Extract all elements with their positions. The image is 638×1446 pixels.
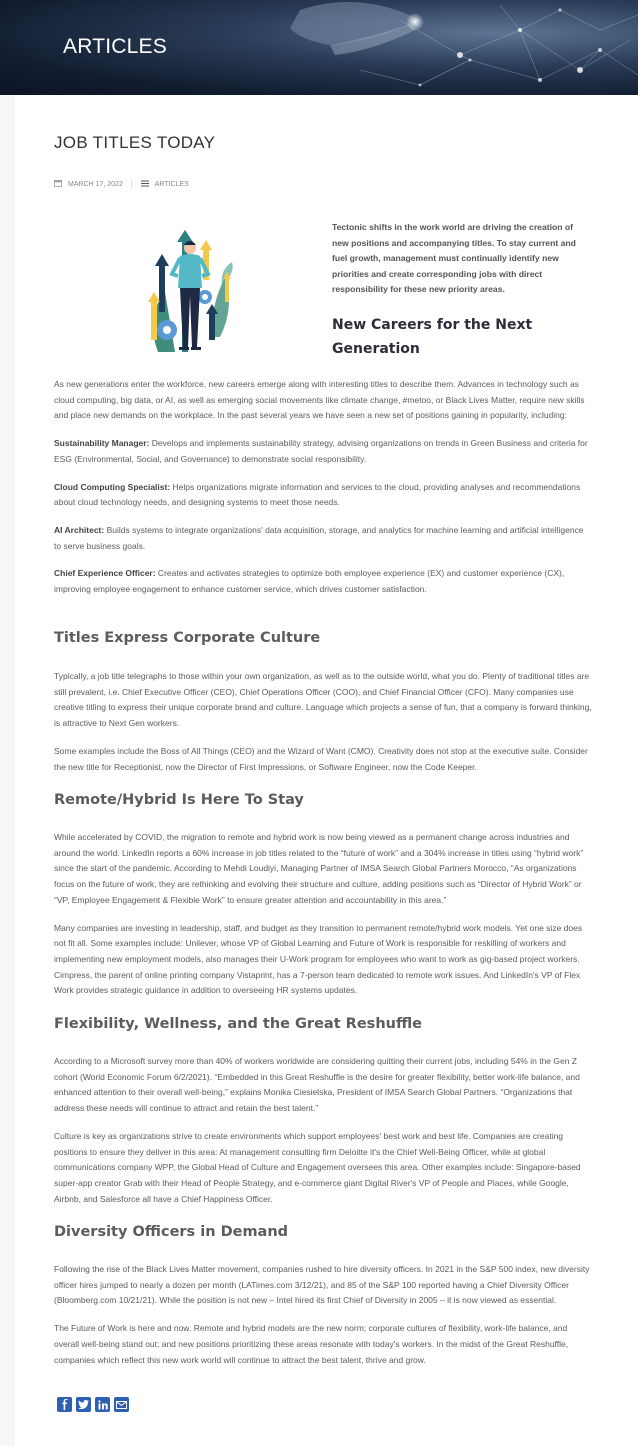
role-name: Cloud Computing Specialist: bbox=[54, 481, 171, 492]
culture-paragraph-2: Some examples include the Boss of All Things (CEO) and the Wizard of Want (CMO). Creativity does not stop at the executive suite. Consider the new title for Receptionist, now the Director of First Impressions, or Software Engineer, now the Code Keeper. bbox=[54, 745, 588, 772]
heading-diversity-officers: Diversity Officers in Demand bbox=[54, 1224, 289, 1240]
heading-new-careers: New Careers for the Next Generation bbox=[332, 317, 533, 357]
remote-paragraph-2: Many companies are investing in leadership, staff, and budget as they transition to permanent remote/hybrid work models. Yet one size does not fit all. Some examples include: Unilever, whose VP of Global Learning and Future of Work is responsible for reskilling of workers and implementing new employment models, also manages their U-Work program for employees who want to work as gig-based project workers. Cimpress, the parent of online printing company Vistaprint, has a 7-person team dedicated to remote work issues. And LinkedIn's VP of Flex Work provides strategic guidance in addition to overseeing HR systems updates. bbox=[54, 922, 583, 996]
role-name: AI Architect: bbox=[54, 524, 105, 535]
post-title: JOB TITLES TODAY bbox=[54, 133, 216, 152]
role-sustainability-manager bbox=[54, 436, 592, 467]
flexibility-paragraph-1: According to a Microsoft survey more than 40% of workers worldwide are considering quitting their current jobs, including 54% in the Gen Z cohort (World Economic Forum 6/2/2021). “Embedded in this Great Reshuffle is the desire for greater flexibility, better work-life balance, and enhanced attention to their overall well-being,” explains Monika Ciesielska, President of IMSA Search Global Partners. “Organizations that address these needs will continue to attract and retain the best talent.” bbox=[54, 1056, 580, 1114]
culture-paragraph-1: Typically, a job title telegraphs to those within your own organization, as well as to the outside world, what you do. Plenty of traditional titles are still prevalent, i.e. Chief Executive Officer (CEO), Chief Operations Officer (COO), and Chief Financial Officer (CFO). Many companies use creative titling to express their unique corporate brand and culture. Language which projects a sense of fun, that a company is forward thinking, is attractive to Next Gen workers. bbox=[54, 671, 592, 729]
header-banner bbox=[0, 0, 638, 95]
diversity-paragraph-1: Following the rise of the Black Lives Matter movement, companies rushed to hire diversity officers. In 2021 in the S&P 500 index, new diversity officer hires jumped to nearly a dozen per month (LATimes.com 3/12/21), and 85 of the S&P 100 reported having a Chief Diversity Officer (Bloomberg.com 10/21/21). While the position is not new – Intel hired its first Chief of Diversity in 2005 – it is now viewed as essential. bbox=[54, 1264, 590, 1306]
section-flexibility bbox=[54, 1054, 592, 1219]
email-icon[interactable] bbox=[114, 1397, 129, 1412]
role-name: Chief Experience Officer: bbox=[54, 568, 156, 579]
remote-paragraph-1: While accelerated by COVID, the migration to remote and hybrid work is now being viewed as a permanent change across industries and around the world. LinkedIn reports a 60% increase in job titles related to the “future of work” and a 304% increase in titles using “hybrid work” since the start of the pandemic. According to Mehdi Loudiyi, Managing Partner of IMSA Search Global Partners Morocco, “As organizations focus on the future of work, they are rethinking and evolving their structure and culture, adding positions such as “Director of Hybrid Work” or “VP, Employee Engagement & Flexible Work” to ensure greater attention and accountability in this area.” bbox=[54, 832, 584, 905]
role-description: Helps organizations migrate information and services to the cloud, providing analyses and recommendations about cloud technology needs, and designing systems to meet those needs. bbox=[54, 481, 581, 508]
role-ai-architect bbox=[54, 523, 592, 554]
flexibility-paragraph-2: Culture is key as organizations strive to create environments which support employees' best work and best life. Companies are creating positions to ensure they deliver in this area: At management consulting firm Deloitte it's the Chief Well-Being Officer, while at global communications company WPP, the Global Head of Culture and Engagement oversees this area. Other examples include: Singapore-based super-app creator Grab with their Head of People Strategy, and e-commerce giant Digital River's VP of People and Places, while Google, Airbnb, and Salesforce all have a Chief Happiness Officer. bbox=[54, 1130, 581, 1204]
twitter-icon[interactable] bbox=[76, 1397, 91, 1412]
heading-remote-hybrid: Remote/Hybrid Is Here To Stay bbox=[54, 792, 304, 808]
linkedin-icon[interactable] bbox=[95, 1397, 110, 1412]
diversity-paragraph-2: The Future of Work is here and now. Remote and hybrid models are the new norm; corporate cultures of flexibility, work-life balance, and overall well-being stand out; and new positions prioritizing these areas resonate with today's workers. In the midst of the Great Reshuffle, companies which reflect this new work world will continue to attract the best talent, thrive and grow. bbox=[54, 1323, 569, 1365]
new-careers-paragraph: As new generations enter the workforce, new careers emerge along with interesting titles to describe them. Advances in technology such as cloud computing, big data, or AI, as well as emerging social movements like climate change, #metoo, or Black Lives Matter, require new skills and place new demands on the workplace. In the past several years we have seen a new set of positions gaining in popularity, including: bbox=[54, 379, 585, 421]
section-diversity bbox=[54, 1262, 592, 1380]
role-description: Creates and activates strategies to optimize both employee experience (EX) and customer experience (CX), improving employee engagement to enhance customer service, which drives customer satisfaction. bbox=[54, 568, 565, 595]
share-buttons bbox=[57, 1397, 129, 1412]
banner-title: ARTICLES bbox=[63, 35, 167, 58]
facebook-icon[interactable] bbox=[57, 1397, 72, 1412]
heading-flexibility-wellness: Flexibility, Wellness, and the Great Reshuffle bbox=[54, 1016, 422, 1032]
section-new-careers bbox=[54, 377, 592, 610]
role-cloud-computing-specialist bbox=[54, 480, 592, 511]
role-name: Sustainability Manager: bbox=[54, 438, 150, 449]
post-meta bbox=[54, 179, 189, 189]
post-category-link[interactable]: ARTICLES bbox=[154, 180, 189, 188]
category-list-icon bbox=[141, 180, 149, 189]
role-description: Builds systems to integrate organizations' data acquisition, storage, and analytics for machine learning and artificial intelligence to serve business goals. bbox=[54, 524, 584, 551]
post-date: MARCH 17, 2022 bbox=[68, 180, 123, 188]
section-culture bbox=[54, 669, 592, 787]
section-remote bbox=[54, 830, 592, 1011]
career-growth-illustration bbox=[140, 222, 240, 357]
intro-paragraph: Tectonic shifts in the work world are driving the creation of new positions and accompanying titles. To stay current and fuel growth, management must continually identify new priorities and create corresponding jobs with direct responsibility for these new priority areas. bbox=[332, 222, 576, 295]
meta-divider: | bbox=[130, 180, 133, 188]
calendar-icon bbox=[54, 179, 62, 189]
heading-titles-corporate-culture: Titles Express Corporate Culture bbox=[54, 630, 321, 646]
role-description: Develops and implements sustainability strategy, advising organizations on trends in Green Business and criteria for ESG (Environmental, Social, and Governance) to demonstrate social responsibility. bbox=[54, 438, 588, 464]
role-chief-experience-officer bbox=[54, 566, 592, 597]
